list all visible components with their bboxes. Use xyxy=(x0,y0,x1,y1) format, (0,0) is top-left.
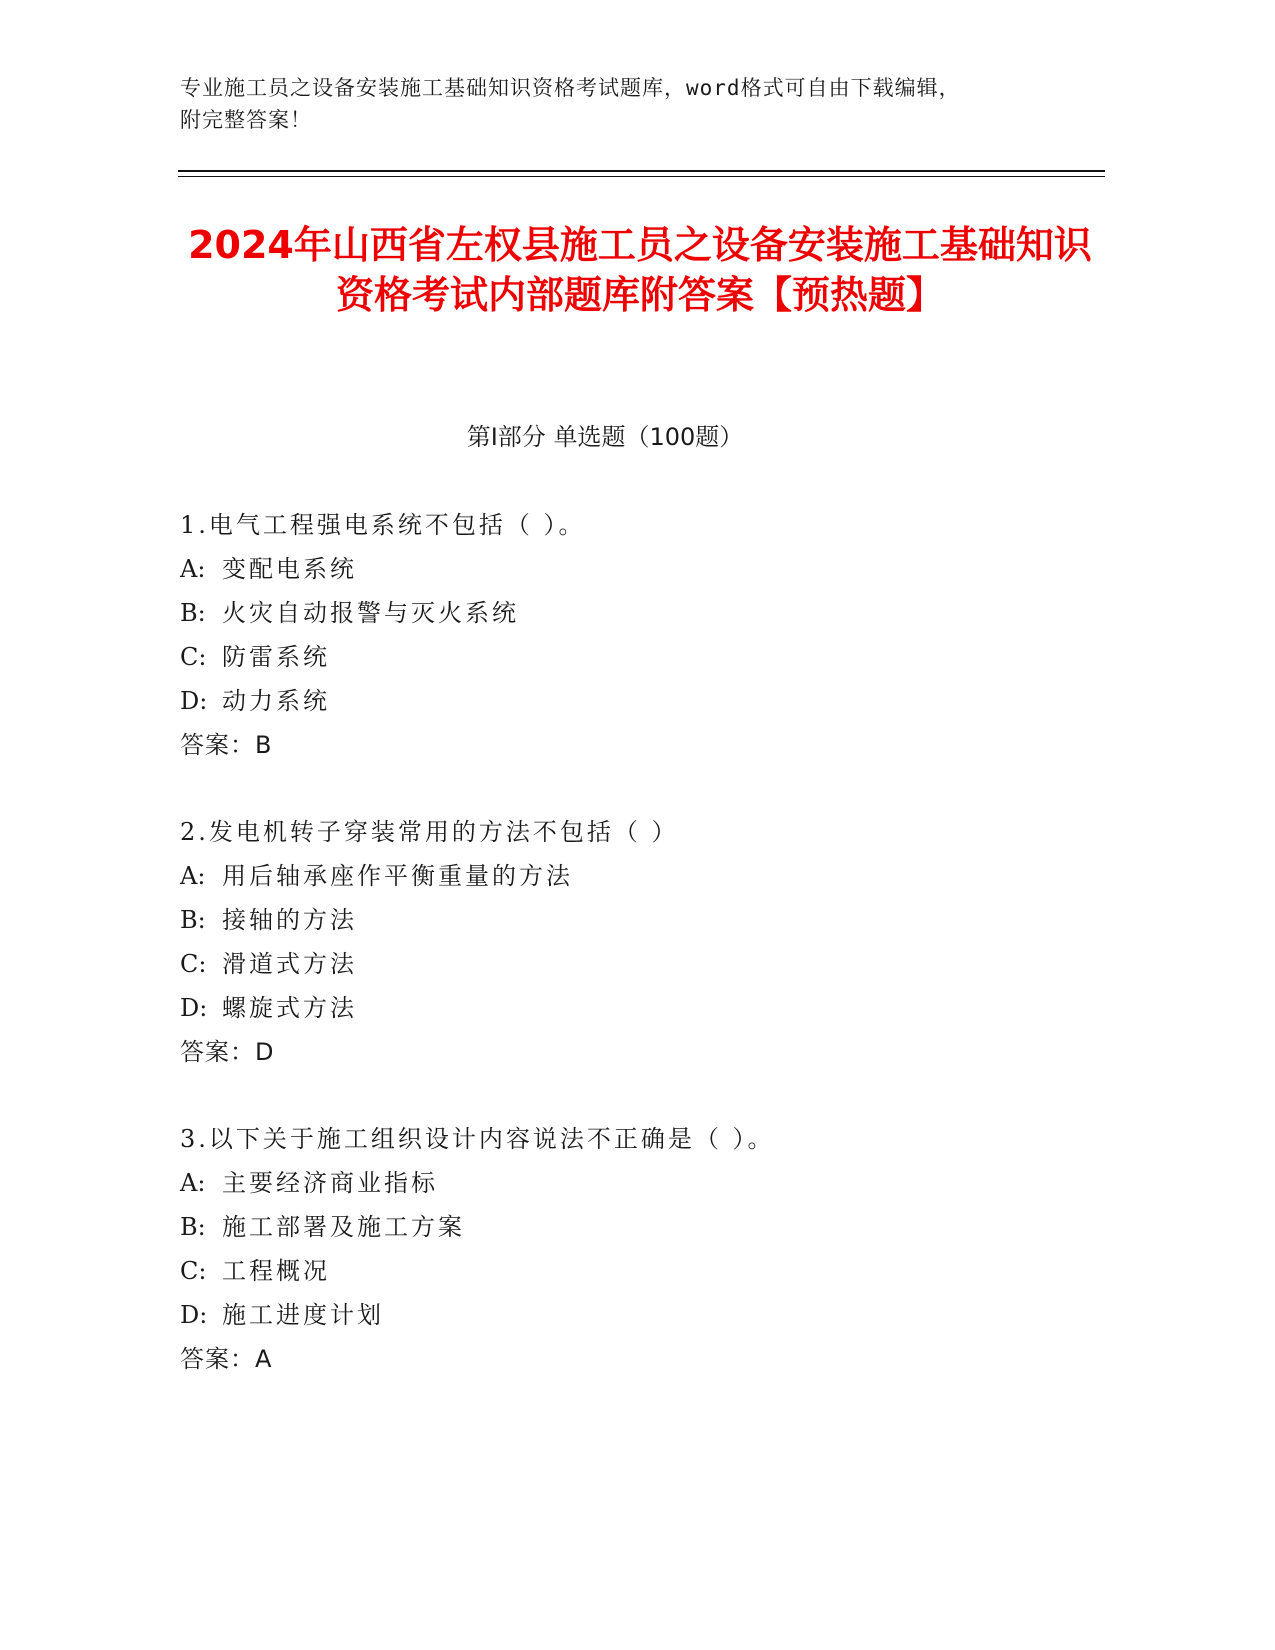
option-row xyxy=(180,900,1080,944)
option-text: 接轴的方法 xyxy=(222,906,357,934)
answer-label: 答案： xyxy=(180,731,255,759)
answer-row xyxy=(180,1339,1080,1383)
option-text: 工程概况 xyxy=(222,1257,330,1285)
option-text: 变配电系统 xyxy=(222,555,357,583)
answer-row xyxy=(180,1032,1080,1076)
question-stem: 1.电气工程强电系统不包括（ ）。 xyxy=(180,511,586,539)
option-row xyxy=(180,681,1080,725)
option-text: 防雷系统 xyxy=(222,643,330,671)
option-row xyxy=(180,1251,1080,1295)
header-divider-thick xyxy=(178,170,1105,172)
option-text: 用后轴承座作平衡重量的方法 xyxy=(222,862,573,890)
option-row xyxy=(180,944,1080,988)
option-row xyxy=(180,593,1080,637)
option-key: A: xyxy=(180,1169,206,1197)
option-row xyxy=(180,1295,1080,1339)
question-stem: 2.发电机转子穿装常用的方法不包括（ ） xyxy=(180,818,679,846)
option-key: D: xyxy=(180,687,208,715)
option-key: C: xyxy=(180,643,207,671)
question-item xyxy=(180,1119,1080,1383)
option-text: 主要经济商业指标 xyxy=(222,1169,438,1197)
option-text: 火灾自动报警与灭火系统 xyxy=(222,599,519,627)
option-key: B: xyxy=(180,906,206,934)
header-note-line-1: 专业施工员之设备安装施工基础知识资格考试题库，word格式可自由下载编辑， xyxy=(180,76,961,100)
question-item xyxy=(180,505,1080,769)
option-row xyxy=(180,1207,1080,1251)
question-item xyxy=(180,812,1080,1076)
question-list xyxy=(180,505,1080,1426)
option-key: C: xyxy=(180,1257,207,1285)
option-key: D: xyxy=(180,1301,208,1329)
option-key: B: xyxy=(180,599,206,627)
option-text: 施工进度计划 xyxy=(222,1301,384,1329)
option-key: A: xyxy=(180,862,206,890)
answer-value: D xyxy=(255,1038,275,1066)
header-note xyxy=(180,72,1040,136)
answer-label: 答案： xyxy=(180,1038,255,1066)
option-row xyxy=(180,549,1080,593)
option-key: D: xyxy=(180,994,208,1022)
option-key: C: xyxy=(180,950,207,978)
option-row xyxy=(180,856,1080,900)
answer-value: A xyxy=(255,1345,273,1373)
answer-row xyxy=(180,725,1080,769)
option-text: 螺旋式方法 xyxy=(222,994,357,1022)
option-text: 动力系统 xyxy=(222,687,330,715)
header-note-line-2: 附完整答案！ xyxy=(180,108,312,132)
header-divider-thin xyxy=(178,176,1105,177)
question-stem: 3.以下关于施工组织设计内容说法不正确是（ ）。 xyxy=(180,1125,775,1153)
option-text: 滑道式方法 xyxy=(222,950,357,978)
option-text: 施工部署及施工方案 xyxy=(222,1213,465,1241)
option-key: B: xyxy=(180,1213,206,1241)
document-title: 2024年山西省左权县施工员之设备安装施工基础知识资格考试内部题库附答案【预热题】 xyxy=(188,223,1092,317)
option-key: A: xyxy=(180,555,206,583)
answer-label: 答案： xyxy=(180,1345,255,1373)
section-title: 第Ⅰ部分 单选题（100题） xyxy=(466,423,744,451)
option-row xyxy=(180,988,1080,1032)
answer-value: B xyxy=(255,731,273,759)
option-row xyxy=(180,637,1080,681)
option-row xyxy=(180,1163,1080,1207)
